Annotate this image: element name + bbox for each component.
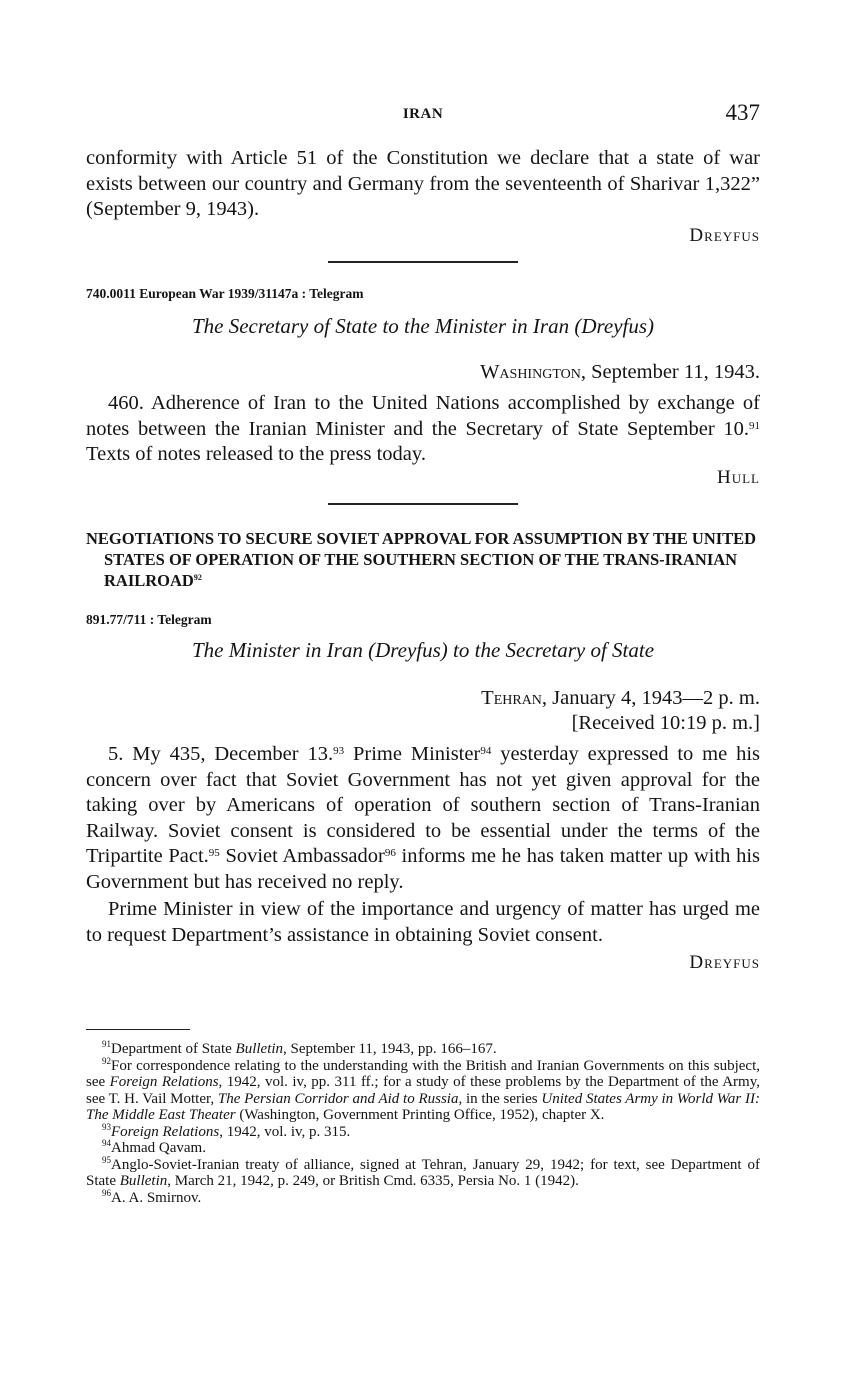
continuation-block: [86, 146, 760, 247]
footnote-94: [86, 1140, 760, 1157]
section-heading: [86, 528, 760, 591]
fn-text: Ahmad Qavam.: [111, 1140, 206, 1156]
fn-text: , March 21, 1942, p. 249, or British Cmd. 6335, Persia No. 1 (1942).: [167, 1173, 579, 1189]
dateline-place-2: Tehran: [481, 687, 542, 709]
footnote-91: [86, 1041, 760, 1058]
footnote-ref-94: 94: [480, 745, 492, 757]
footnote-ref-92: 92: [193, 573, 202, 582]
fn-text: , 1942, vol. iv, p. 315.: [219, 1123, 351, 1140]
page-number: 437: [725, 100, 760, 125]
fn-text: , 1942, vol. iv, pp. 311 ff.; for a study of these problems by the Department of the Army, see T. H. Vail Motter,: [86, 1074, 760, 1107]
fn-italic: Bulletin: [235, 1041, 284, 1057]
footnote-93: [86, 1121, 760, 1141]
fn-num: 93: [102, 1121, 111, 1132]
dateline: [86, 360, 760, 385]
fn-num: 94: [102, 1138, 111, 1148]
body-text-b: Texts of notes released to the press today.: [86, 443, 426, 465]
section-divider: [328, 261, 518, 263]
telegram-body-2: [86, 742, 760, 974]
fn-num: 96: [102, 1187, 111, 1198]
dateline-date-2: , January 4, 1943—2 p. m.: [541, 687, 760, 709]
footnote-96: [86, 1187, 760, 1207]
p1-text-e: informs me he has taken matter up with his Government but has received no reply.: [86, 845, 760, 893]
document-caption-2: The Minister in Iran (Dreyfus) to the Secretary of State: [191, 638, 655, 662]
footnote-ref-96: 96: [384, 847, 396, 859]
signature-hull: Hull: [717, 466, 760, 488]
fn-italic: Foreign Relations: [111, 1123, 220, 1140]
fn-text: , September 11, 1943, pp. 166–167.: [283, 1041, 497, 1057]
running-head: [86, 100, 760, 130]
p1-text-b: Prime Minister: [344, 743, 481, 765]
running-head-title: IRAN: [402, 106, 444, 122]
fn-italic: Foreign Relations: [109, 1074, 219, 1090]
section-divider-2: [328, 503, 518, 505]
telegram-body: [86, 391, 760, 489]
fn-num: 92: [102, 1055, 111, 1066]
footnote-92: [86, 1055, 760, 1124]
footnotes: [86, 1041, 760, 1206]
p1-text-d: Soviet Ambassador: [219, 845, 385, 867]
telegram-paragraph-1: [86, 742, 760, 895]
fn-italic: United States Army in World War II: The Middle East Theater: [86, 1090, 760, 1123]
fn-num: 95: [102, 1154, 111, 1165]
fn-text: , in the series: [458, 1090, 542, 1107]
body-text-a: 460. Adherence of Iran to the United Nations accomplished by exchange of notes between the Iranian Minister and the Secretary of State September 10.: [86, 392, 760, 440]
fn-text: Anglo-Soviet-Iranian treaty of alliance, signed at Tehran, January 29, 1942; for text, see Department of State: [86, 1156, 760, 1189]
section-heading-text: [86, 528, 760, 591]
telegram-paragraph: [86, 391, 760, 468]
fn-text: (Washington, Government Printing Office, 1952), chapter X.: [235, 1107, 605, 1123]
signature-dreyfus-2: Dreyfus: [689, 952, 760, 973]
dateline-2: [86, 686, 760, 736]
file-reference: 740.0011 European War 1939/31147a : Telegram: [86, 286, 364, 301]
fn-num: 91: [102, 1039, 111, 1049]
footnote-ref-91: 91: [749, 419, 760, 432]
fn-italic: The Persian Corridor and Aid to Russia: [217, 1090, 459, 1107]
footnote-rule: [86, 1029, 190, 1030]
footnote-ref-95: 95: [208, 847, 220, 859]
footnote-95: [86, 1154, 760, 1190]
p1-text-a: 5. My 435, December 13.: [108, 743, 334, 765]
file-reference-2: 891.77/711 : Telegram: [86, 612, 212, 627]
heading-text: NEGOTIATIONS TO SECURE SOVIET APPROVAL FOR ASSUMPTION BY THE UNITED STATES OF OPERATION OF THE SOUTHERN SECTION OF THE TRANS-IRANIAN RAILROAD: [86, 529, 757, 590]
fn-text: Department of State: [111, 1041, 236, 1057]
telegram-paragraph-2: Prime Minister in view of the importance and urgency of matter has urged me to request Department’s assistance in obtaining Soviet consent.: [86, 898, 760, 946]
document-caption: The Secretary of State to the Minister in Iran (Dreyfus): [191, 314, 655, 338]
dateline-date: , September 11, 1943.: [580, 361, 760, 383]
continuation-text: conformity with Article 51 of the Constitution we declare that a state of war exists between our country and Germany from the seventeenth of Sharivar 1,322” (September 9, 1943).: [86, 147, 760, 220]
signature-dreyfus-1: Dreyfus: [689, 224, 760, 246]
fn-text: For correspondence relating to the understanding with the British and Iranian Governments on this subject, see: [86, 1057, 760, 1090]
received-time: [Received 10:19 p. m.]: [571, 712, 760, 734]
p1-text-c: yesterday expressed to me his concern over fact that Soviet Government has not yet given approval for the taking over by Americans of operation of southern section of Trans-Iranian Railway. Soviet consent is considered to be essential under the terms of the Tripartite Pact.: [86, 743, 761, 867]
footnote-ref-93: 93: [333, 745, 345, 757]
fn-text: A. A. Smirnov.: [111, 1189, 202, 1206]
dateline-place: Washington: [480, 361, 581, 383]
fn-italic: Bulletin: [119, 1173, 168, 1189]
